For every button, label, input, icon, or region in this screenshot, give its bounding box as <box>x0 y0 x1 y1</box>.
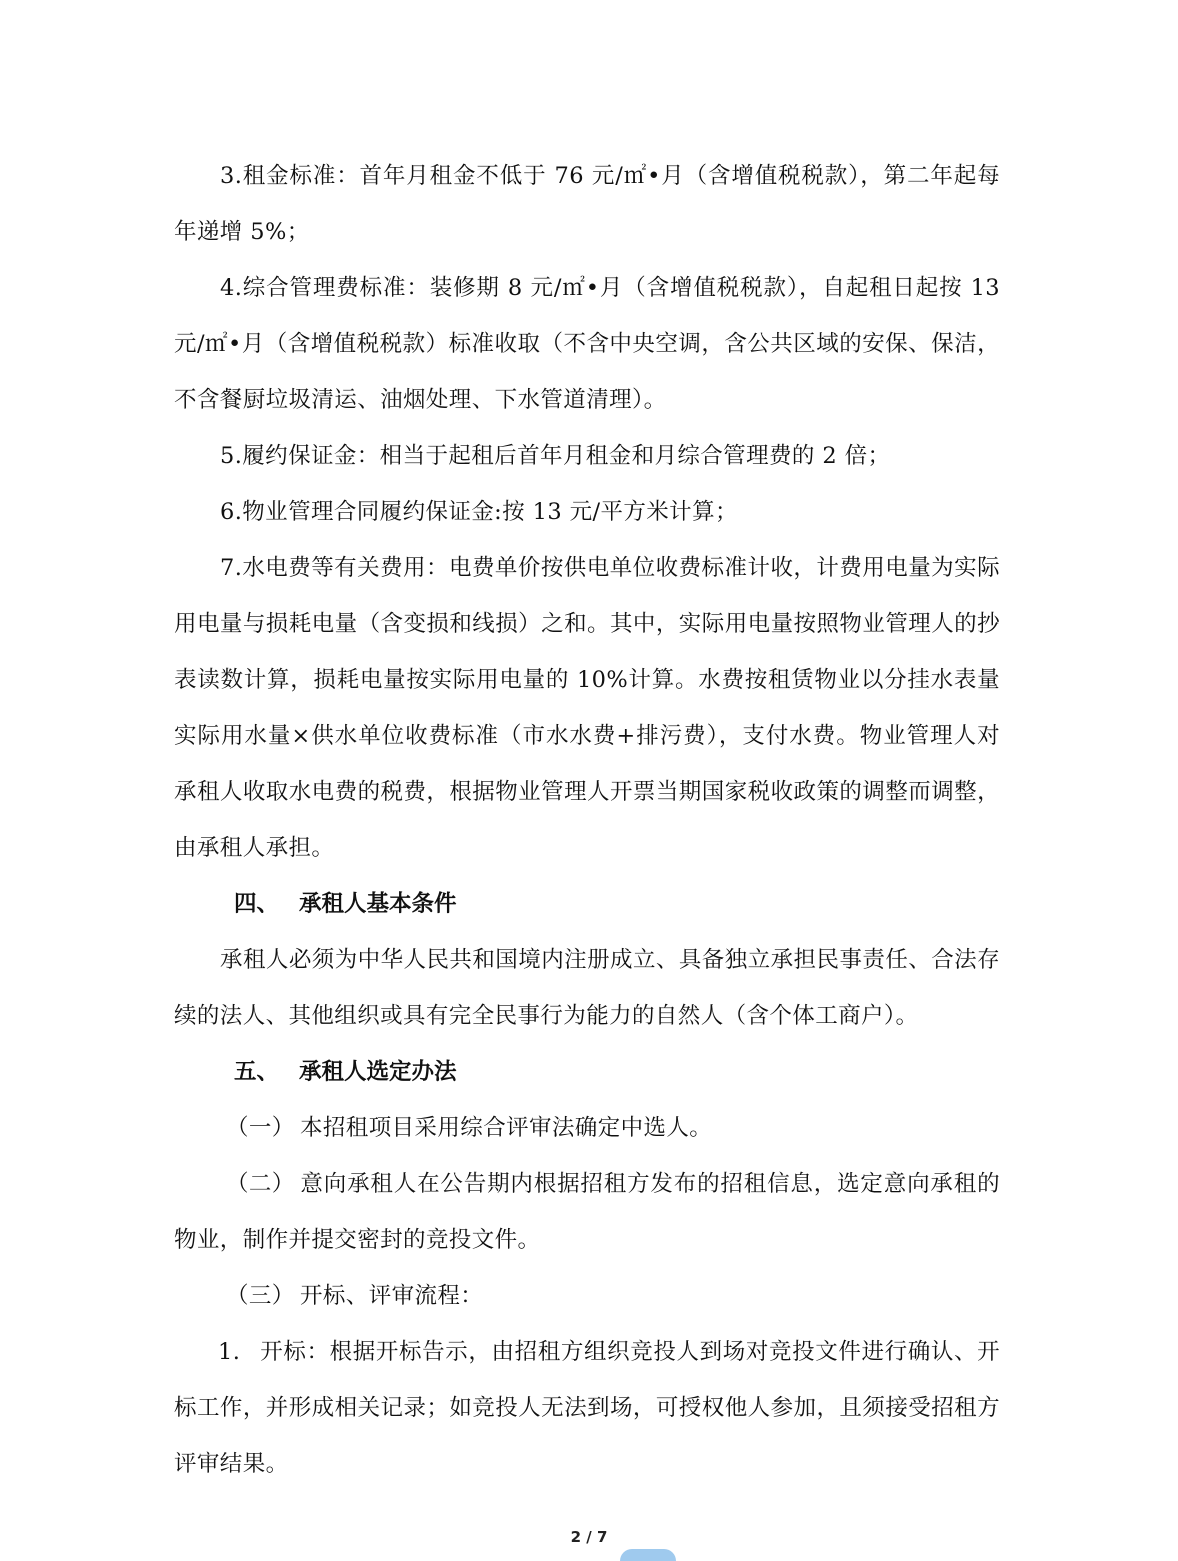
step-item-opening <box>174 1324 1000 1492</box>
paragraph-tenant-conditions: 承租人必须为中华人民共和国境内注册成立、具备独立承担民事责任、合法存续的法人、其他组织或具有完全民事行为能力的自然人（含个体工商户）。 <box>174 947 1000 1029</box>
list-item-number: （一） <box>226 1115 295 1141</box>
section-heading-4 <box>174 876 1000 932</box>
list-item <box>174 1100 1000 1156</box>
paragraph-rent-standard: 3.租金标准：首年月租金不低于 76 元/㎡•月（含增值税税款），第二年起每年递增 5%； <box>174 163 1000 245</box>
paragraph-management-fee: 4.综合管理费标准：装修期 8 元/㎡•月（含增值税税款），自起租日起按 13 元/㎡•月（含增值税税款）标准收取（不含中央空调，含公共区域的安保、保洁，不含餐厨垃圾清运、油烟处理、下水管道清理）。 <box>174 275 1000 413</box>
list-item-number: （三） <box>226 1283 295 1309</box>
list-item-text: 开标、评审流程： <box>300 1283 484 1309</box>
section-number: 五、 <box>234 1059 280 1085</box>
paragraph-performance-deposit: 5.履约保证金：相当于起租后首年月租金和月综合管理费的 2 倍； <box>220 443 891 469</box>
section-number: 四、 <box>234 891 280 917</box>
list-item-number: （二） <box>226 1171 295 1197</box>
step-number: 1. <box>218 1339 241 1365</box>
paragraph-property-deposit: 6.物业管理合同履约保证金:按 13 元/平方米计算； <box>220 499 738 525</box>
list-item <box>174 1156 1000 1268</box>
list-item <box>174 1268 1000 1324</box>
section-title: 承租人选定办法 <box>299 1059 457 1085</box>
document-content <box>174 148 1000 1492</box>
page-indicator: 2 / 7 <box>570 1528 608 1546</box>
section-heading-5 <box>174 1044 1000 1100</box>
step-text: 开标：根据开标告示，由招租方组织竞投人到场对竞投文件进行确认、开标工作，并形成相关记录；如竞投人无法到场，可授权他人参加，且须接受招租方评审结果。 <box>174 1339 1000 1477</box>
scroll-indicator[interactable] <box>620 1549 676 1561</box>
list-item-text: 意向承租人在公告期内根据招租方发布的招租信息，选定意向承租的物业，制作并提交密封的竞投文件。 <box>174 1171 1000 1253</box>
paragraph-utility-fees: 7.水电费等有关费用：电费单价按供电单位收费标准计收，计费用电量为实际用电量与损耗电量（含变损和线损）之和。其中，实际用电量按照物业管理人的抄表读数计算，损耗电量按实际用电量的 10%计算。水费按租赁物业以分挂水表量实际用水量×供水单位收费标准（市水水费+排污费），支付水费。物业管理人对承租人收取水电费的税费，根据物业管理人开票当期国家税收政策的调整而调整，由承租人承担。 <box>174 555 1000 861</box>
list-item-text: 本招租项目采用综合评审法确定中选人。 <box>300 1115 713 1141</box>
section-title: 承租人基本条件 <box>299 891 457 917</box>
